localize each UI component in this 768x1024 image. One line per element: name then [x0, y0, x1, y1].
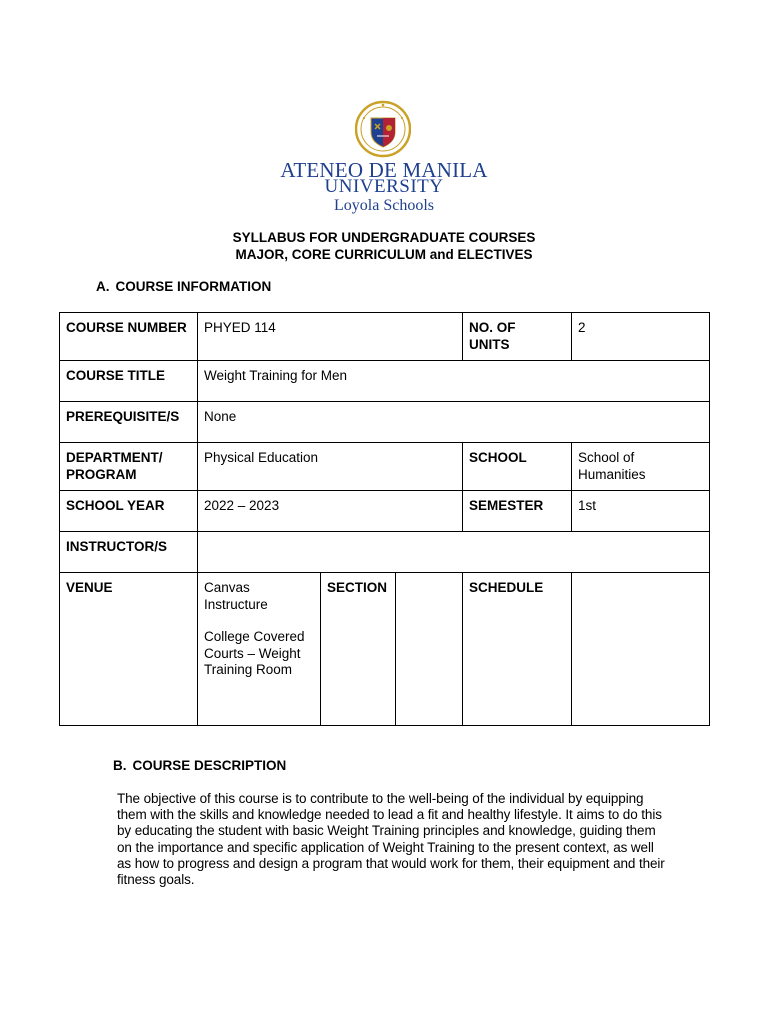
schedule-label: SCHEDULE: [463, 573, 572, 726]
school-year-value: 2022 – 2023: [198, 491, 463, 532]
course-description: The objective of this course is to contribute to the well-being of the individual by equipping them with the skills and knowledge needed to lead a fit and healthy lifestyle. It aims to do this by educating the student with basic Weight Training principles and knowledge, guiding them on the importance and specific application of Weight Training to the present context, as well as how to progress and design a program that would work for them, their equipment and their fitness goals.: [117, 791, 665, 888]
table-row: [60, 491, 710, 532]
course-title-label: COURSE TITLE: [60, 361, 198, 402]
semester-value: 1st: [572, 491, 710, 532]
prerequisite-label: PREREQUISITE/S: [60, 402, 198, 443]
department-value: Physical Education: [198, 443, 463, 491]
school-label: SCHOOL: [463, 443, 572, 491]
table-row: [60, 532, 710, 573]
table-row: [60, 573, 710, 726]
school-year-label: SCHOOL YEAR: [60, 491, 198, 532]
department-label: DEPARTMENT/ PROGRAM: [60, 443, 198, 491]
school-name: Loyola Schools: [334, 197, 434, 214]
course-number-value: PHYED 114: [198, 313, 463, 361]
units-label: NO. OF UNITS: [463, 313, 572, 361]
university-seal-icon: [355, 98, 411, 160]
course-number-label: COURSE NUMBER: [60, 313, 198, 361]
units-value: 2: [572, 313, 710, 361]
school-value: School of Humanities: [572, 443, 710, 491]
table-row: [60, 361, 710, 402]
document-subtitle: MAJOR, CORE CURRICULUM and ELECTIVES: [235, 247, 533, 262]
instructor-value: [198, 532, 710, 573]
venue-value: Canvas Instructure College Covered Courts – Weight Training Room: [198, 573, 321, 726]
section-value: [396, 573, 463, 726]
section-b-heading: B. COURSE DESCRIPTION: [113, 758, 287, 773]
semester-label: SEMESTER: [463, 491, 572, 532]
course-information-table: [59, 312, 710, 726]
instructor-label: INSTRUCTOR/S: [60, 532, 198, 573]
schedule-value: [572, 573, 710, 726]
venue-label: VENUE: [60, 573, 198, 726]
university-name-line2: UNIVERSITY: [324, 176, 444, 197]
university-name: ATENEO DE MANILA: [280, 158, 488, 182]
section-a-heading: A. COURSE INFORMATION: [96, 279, 272, 294]
prerequisite-value: None: [198, 402, 710, 443]
table-row: [60, 402, 710, 443]
table-row: [60, 313, 710, 361]
course-title-value: Weight Training for Men: [198, 361, 710, 402]
section-label: SECTION: [321, 573, 396, 726]
document-title: SYLLABUS FOR UNDERGRADUATE COURSES: [232, 230, 536, 245]
table-row: [60, 443, 710, 491]
